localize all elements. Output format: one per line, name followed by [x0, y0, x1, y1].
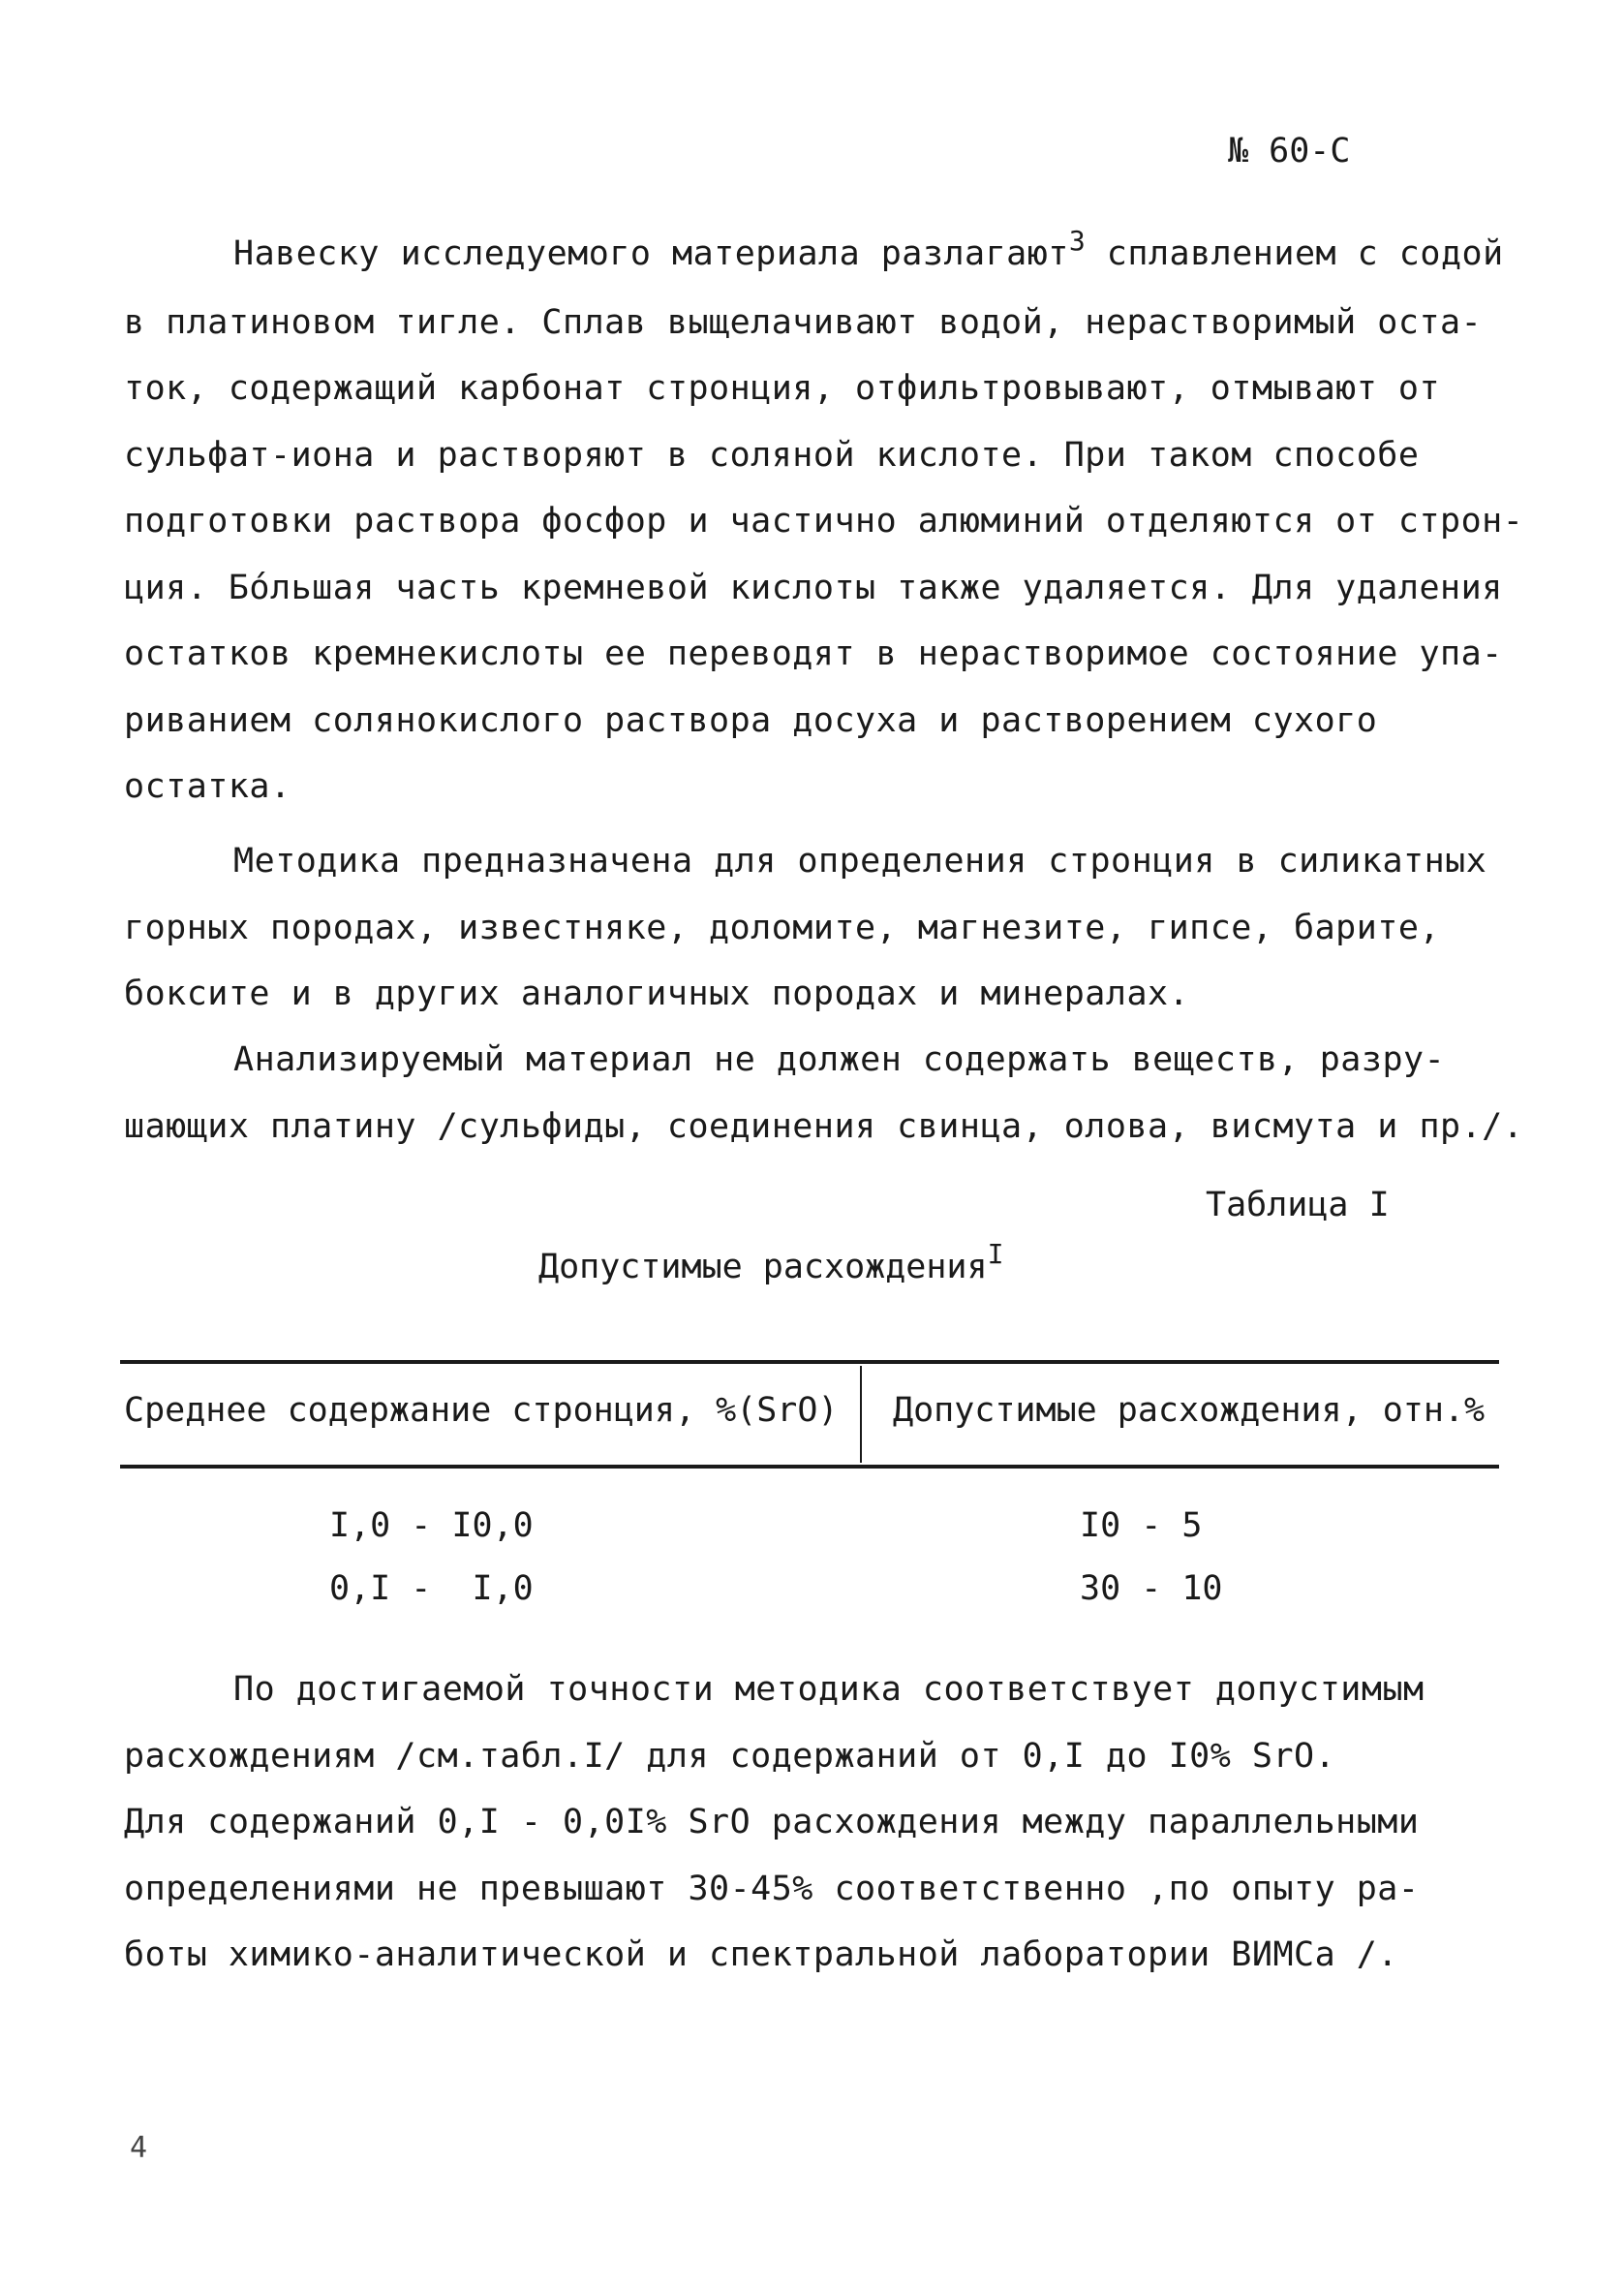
paragraph-line: Навеску исследуемого материала разлагают$^3$ сплавлением с содой [233, 224, 1504, 273]
paragraph-line: риванием солянокислого раствора досуха и растворением сухого [124, 700, 1378, 740]
table-header-rule [120, 1465, 1499, 1469]
paragraph-line: ток, содержащий карбонат стронция, отфильтровывают, отмывают от [124, 369, 1441, 408]
paragraph-line: боксите и в других аналогичных породах и минералах. [124, 974, 1190, 1013]
page-number: 4 [130, 2131, 148, 2165]
table-caption: Таблица I [1206, 1186, 1390, 1224]
paragraph-line: подготовки раствора фосфор и частично алюминий отделяются от строн- [124, 502, 1524, 541]
paragraph-line: сульфат-иона и растворяют в соляной кислоте. При таком способе [124, 435, 1420, 475]
table-top-rule [120, 1360, 1499, 1364]
paragraph-line: Анализируемый материал не должен содержать веществ, разру- [233, 1040, 1446, 1079]
paragraph-accuracy [124, 1656, 1518, 1989]
paragraph-scope [124, 828, 1518, 1028]
table-header-deviation: Допустимые расхождения, отн.% [893, 1391, 1486, 1430]
paragraph-line: горных породах, известняке, доломите, магнезите, гипсе, барите, [124, 908, 1441, 947]
paragraph-line: в платиновом тигле. Сплав выщелачивают водой, нерастворимый оста- [124, 302, 1483, 342]
table-cell: 30 - 10 [1080, 1569, 1223, 1608]
paragraph-line: боты химико-аналитической и спектральной лаборатории ВИМСа /. [124, 1935, 1398, 1974]
paragraph-restrictions [124, 1027, 1524, 1160]
paragraph-line: определениями не превышают 30-45% соответственно ,по опыту ра- [124, 1869, 1420, 1908]
paragraph-line: ция. Бо́льшая часть кремневой кислоты также удаляется. Для удаления [124, 568, 1503, 607]
table-column-separator [860, 1366, 862, 1463]
paragraph-line: остатка. [124, 767, 291, 806]
table-cell: I0 - 5 [1080, 1506, 1203, 1545]
table-title: Допустимые расхождения$^I$ [538, 1237, 1004, 1286]
footnote-mark: 3 [1068, 224, 1087, 257]
paragraph-line: По достигаемой точности методика соответствует допустимым [233, 1670, 1425, 1709]
paragraph-decomposition [124, 221, 1524, 820]
paragraph-line: расхождениям /см.табл.I/ для содержаний от 0,I до I0% SrO. [124, 1736, 1336, 1776]
paragraph-line: Для содержаний 0,I - 0,0I% SrO расхождения между параллельными [124, 1803, 1420, 1841]
document-number: № 60-С [1228, 132, 1351, 170]
paragraph-line: Методика предназначена для определения стронция в силикатных [233, 842, 1487, 881]
footnote-mark: I [987, 1237, 1004, 1270]
table-header-content: Среднее содержание стронция, %(SrO) [124, 1391, 839, 1430]
paragraph-line: остатков кремнекислоты ее переводят в нерастворимое состояние упа- [124, 634, 1503, 673]
table-cell: 0,I - I,0 [329, 1569, 534, 1608]
paragraph-line: шающих платину /сульфиды, соединения свинца, олова, висмута и пр./. [124, 1106, 1524, 1146]
table-cell: I,0 - I0,0 [329, 1506, 534, 1545]
